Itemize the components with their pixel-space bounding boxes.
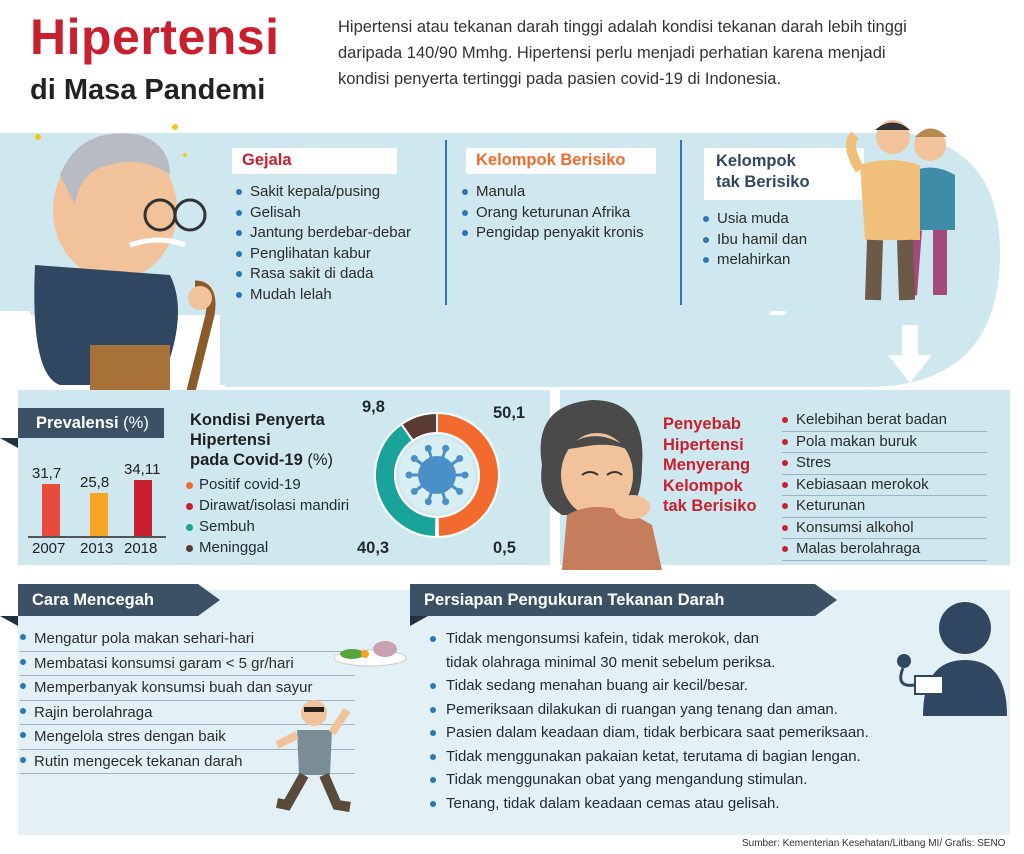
gejala-title: Gejala <box>232 148 397 174</box>
list-item: Tidak sedang menahan buang air kecil/besar. <box>430 674 925 698</box>
prevalensi-bar <box>42 484 60 536</box>
persiapan-header: Persiapan Pengukuran Tekanan Darah <box>410 584 815 616</box>
legend-label: Sembuh <box>199 518 255 535</box>
gejala-list <box>236 182 436 305</box>
list-item: Membatasi konsumsi garam < 5 gr/hari <box>20 652 355 677</box>
bar-category-label: 2013 <box>80 540 114 557</box>
list-item: Tidak mengonsumsi kafein, tidak merokok, dan <box>430 627 925 651</box>
list-item: Penglihatan kabur <box>236 244 436 265</box>
list-item: Tenang, tidak dalam keadaan cemas atau gelisah. <box>430 792 925 816</box>
blood-pressure-icon <box>895 598 1010 718</box>
berisiko-list <box>462 182 672 244</box>
list-item: Pasien dalam keadaan diam, tidak berbicara saat pemeriksaan. <box>430 721 925 745</box>
bar-category-label: 2007 <box>32 540 66 557</box>
list-item: Tidak menggunakan pakaian ketat, terutama di bagian lengan. <box>430 745 925 769</box>
bar-value-label: 25,8 <box>80 474 110 491</box>
bar-axis <box>28 536 166 538</box>
header-fold <box>410 616 428 626</box>
donut-label-positif: 50,1 <box>493 404 526 422</box>
arrow-down-icon <box>888 325 932 385</box>
prevalensi-bar <box>134 480 152 536</box>
list-item: Pola makan buruk <box>782 432 987 454</box>
divider <box>445 140 447 305</box>
list-item: Sakit kepala/pusing <box>236 182 436 203</box>
kondisi-donut-chart <box>372 410 502 540</box>
list-item: Ibu hamil dan <box>703 230 843 251</box>
penyebab-list <box>782 410 987 561</box>
berisiko-title: Kelompok Berisiko <box>466 148 656 174</box>
list-item: Gelisah <box>236 203 436 224</box>
header-fold <box>0 438 18 448</box>
persiapan-list <box>430 627 925 815</box>
prevalensi-bar-chart <box>28 448 168 557</box>
list-item: Malas berolahraga <box>782 539 987 561</box>
legend-swatch <box>186 503 193 510</box>
page-subtitle: di Masa Pandemi <box>30 74 266 106</box>
legend-label: Dirawat/isolasi mandiri <box>199 497 350 514</box>
legend-swatch <box>186 482 193 489</box>
legend-swatch <box>186 545 193 552</box>
list-item: Rutin mengecek tekanan darah <box>20 750 355 775</box>
list-item: Mudah lelah <box>236 285 436 306</box>
list-item: Stres <box>782 453 987 475</box>
list-item: Mengelola stres dengan baik <box>20 725 355 750</box>
legend-label: Positif covid-19 <box>199 476 301 493</box>
list-item: Manula <box>462 182 672 203</box>
tak-berisiko-list <box>703 209 843 271</box>
old-man-illustration <box>20 115 230 405</box>
list-item: Rasa sakit di dada <box>236 264 436 285</box>
intro-text: Hipertensi atau tekanan darah tinggi adalah kondisi tekanan darah lebih tinggi daripada 140/90 Mmhg. Hipertensi perlu menjadi perhatian karena menjadi kondisi penyerta tertinggi pada pasien covid-19 di Indonesia. <box>338 18 907 88</box>
list-item: Mengatur pola makan sehari-hari <box>20 627 355 652</box>
divider <box>680 140 682 305</box>
list-item: Konsumsi alkohol <box>782 518 987 540</box>
list-item: Jantung berdebar-debar <box>236 223 436 244</box>
kondisi-legend <box>186 474 349 558</box>
penyebab-title: Penyebab Hipertensi Menyerang Kelompok tak Berisiko <box>663 415 757 515</box>
source-note: Sumber: Kementerian Kesehatan/Litbang MI/ Grafis: SENO <box>742 838 1006 849</box>
list-item: melahirkan <box>703 250 843 271</box>
bar-value-label: 31,7 <box>32 465 62 482</box>
list-item: Usia muda <box>703 209 843 230</box>
list-item: Pemeriksaan dilakukan di ruangan yang tenang dan aman. <box>430 698 925 722</box>
list-item: Orang keturunan Afrika <box>462 203 672 224</box>
legend-label: Meninggal <box>199 539 269 556</box>
legend-swatch <box>186 524 193 531</box>
prevalensi-bar <box>90 493 108 536</box>
list-item: Kelebihan berat badan <box>782 410 987 432</box>
list-item: Keturunan <box>782 496 987 518</box>
kondisi-title: Kondisi Penyerta Hipertensi pada Covid-19 (%) <box>190 411 334 469</box>
prevalensi-header: Prevalensi (%) <box>18 408 164 438</box>
donut-label-dirawat: 0,5 <box>493 539 516 557</box>
tak-berisiko-title: Kelompok tak Berisiko <box>704 148 864 200</box>
donut-label-sembuh: 40,3 <box>357 539 390 557</box>
list-item: Pengidap penyakit kronis <box>462 223 672 244</box>
bar-value-label: 34,11 <box>124 461 161 478</box>
list-item: Tidak menggunakan obat yang mengandung stimulan. <box>430 768 925 792</box>
couple-illustration <box>835 115 965 310</box>
cara-header: Cara Mencegah <box>18 584 198 616</box>
bar-category-label: 2018 <box>124 540 158 557</box>
woman-illustration <box>522 395 672 570</box>
list-item: Memperbanyak konsumsi buah dan sayur <box>20 676 355 701</box>
page-title: Hipertensi <box>30 9 280 65</box>
list-item: Kebiasaan merokok <box>782 475 987 497</box>
donut-label-meninggal: 9,8 <box>362 398 385 416</box>
list-item: Rajin berolahraga <box>20 701 355 726</box>
food-icon <box>330 636 410 668</box>
list-item: tidak olahraga minimal 30 menit sebelum periksa. <box>446 653 776 671</box>
header-fold <box>0 616 18 626</box>
running-man-illustration <box>272 695 362 825</box>
